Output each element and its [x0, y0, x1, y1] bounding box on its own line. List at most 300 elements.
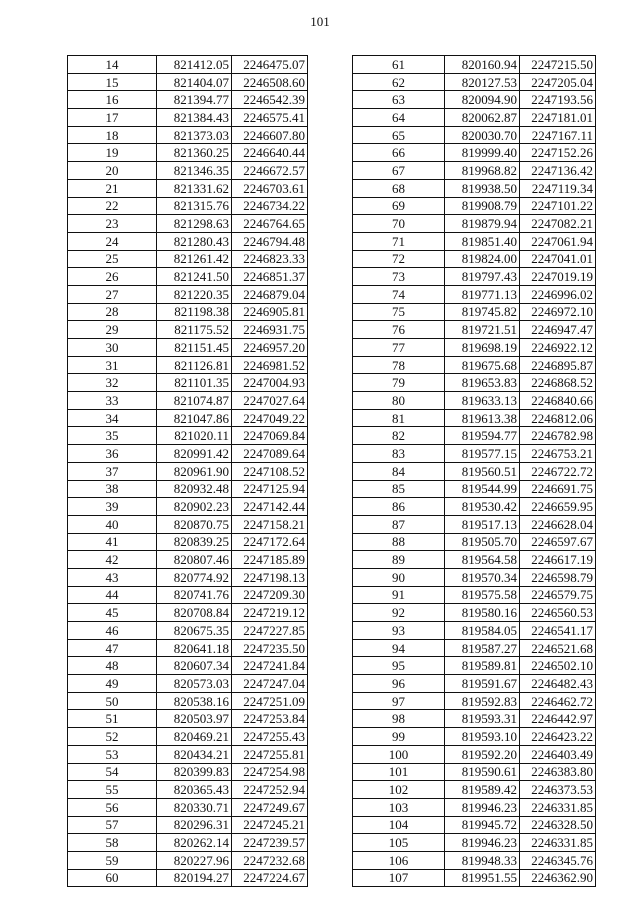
- table-row: [68, 692, 308, 710]
- table-row: [353, 197, 596, 215]
- point-number-cell: 48: [68, 657, 157, 675]
- x-coordinate-cell: 819575.58: [445, 586, 520, 604]
- point-number-cell: 32: [68, 374, 157, 392]
- point-number-cell: 106: [353, 851, 445, 869]
- table-row: [353, 144, 596, 162]
- y-coordinate-cell: 2247108.52: [232, 462, 308, 480]
- point-number-cell: 82: [353, 427, 445, 445]
- y-coordinate-cell: 2246628.04: [520, 515, 596, 533]
- x-coordinate-cell: 820573.03: [157, 675, 232, 693]
- table-row: [353, 250, 596, 268]
- y-coordinate-cell: 2246508.60: [232, 73, 308, 91]
- table-row: [353, 498, 596, 516]
- table-row: [353, 745, 596, 763]
- point-number-cell: 19: [68, 144, 157, 162]
- y-coordinate-cell: 2246734.22: [232, 197, 308, 215]
- point-number-cell: 93: [353, 622, 445, 640]
- table-row: [353, 215, 596, 233]
- x-coordinate-cell: 819745.82: [445, 303, 520, 321]
- x-coordinate-cell: 819589.81: [445, 657, 520, 675]
- point-number-cell: 39: [68, 498, 157, 516]
- point-number-cell: 31: [68, 356, 157, 374]
- table-row: [68, 816, 308, 834]
- point-number-cell: 67: [353, 162, 445, 180]
- y-coordinate-cell: 2246753.21: [520, 445, 596, 463]
- point-number-cell: 57: [68, 816, 157, 834]
- y-coordinate-cell: 2247227.85: [232, 622, 308, 640]
- y-coordinate-cell: 2247089.64: [232, 445, 308, 463]
- y-coordinate-cell: 2246597.67: [520, 533, 596, 551]
- x-coordinate-cell: 820839.25: [157, 533, 232, 551]
- table-row: [353, 374, 596, 392]
- x-coordinate-cell: 821241.50: [157, 268, 232, 286]
- table-row: [68, 798, 308, 816]
- x-coordinate-cell: 820991.42: [157, 445, 232, 463]
- point-number-cell: 35: [68, 427, 157, 445]
- x-coordinate-cell: 819580.16: [445, 604, 520, 622]
- table-row: [353, 781, 596, 799]
- table-row: [68, 109, 308, 127]
- y-coordinate-cell: 2246691.75: [520, 480, 596, 498]
- x-coordinate-cell: 821047.86: [157, 409, 232, 427]
- table-row: [68, 374, 308, 392]
- table-row: [68, 409, 308, 427]
- x-coordinate-cell: 821404.07: [157, 73, 232, 91]
- point-number-cell: 20: [68, 162, 157, 180]
- point-number-cell: 41: [68, 533, 157, 551]
- table-row: [353, 285, 596, 303]
- y-coordinate-cell: 2246957.20: [232, 339, 308, 357]
- point-number-cell: 84: [353, 462, 445, 480]
- y-coordinate-cell: 2246383.80: [520, 763, 596, 781]
- x-coordinate-cell: 819577.15: [445, 445, 520, 463]
- point-number-cell: 89: [353, 551, 445, 569]
- point-number-cell: 51: [68, 710, 157, 728]
- point-number-cell: 45: [68, 604, 157, 622]
- x-coordinate-cell: 819613.38: [445, 409, 520, 427]
- x-coordinate-cell: 820227.96: [157, 851, 232, 869]
- y-coordinate-cell: 2246475.07: [232, 56, 308, 74]
- point-number-cell: 73: [353, 268, 445, 286]
- y-coordinate-cell: 2246541.17: [520, 622, 596, 640]
- y-coordinate-cell: 2247152.26: [520, 144, 596, 162]
- y-coordinate-cell: 2247027.64: [232, 392, 308, 410]
- x-coordinate-cell: 820094.90: [445, 91, 520, 109]
- table-row: [68, 675, 308, 693]
- y-coordinate-cell: 2247235.50: [232, 639, 308, 657]
- point-number-cell: 77: [353, 339, 445, 357]
- table-row: [353, 392, 596, 410]
- table-row: [68, 657, 308, 675]
- point-number-cell: 83: [353, 445, 445, 463]
- point-number-cell: 29: [68, 321, 157, 339]
- y-coordinate-cell: 2247219.12: [232, 604, 308, 622]
- y-coordinate-cell: 2246521.68: [520, 639, 596, 657]
- point-number-cell: 62: [353, 73, 445, 91]
- x-coordinate-cell: 821261.42: [157, 250, 232, 268]
- table-row: [353, 851, 596, 869]
- x-coordinate-cell: 820675.35: [157, 622, 232, 640]
- x-coordinate-cell: 819945.72: [445, 816, 520, 834]
- point-number-cell: 71: [353, 232, 445, 250]
- table-row: [353, 73, 596, 91]
- y-coordinate-cell: 2246403.49: [520, 745, 596, 763]
- y-coordinate-cell: 2246598.79: [520, 568, 596, 586]
- y-coordinate-cell: 2246502.10: [520, 657, 596, 675]
- x-coordinate-cell: 819851.40: [445, 232, 520, 250]
- point-number-cell: 47: [68, 639, 157, 657]
- x-coordinate-cell: 819879.94: [445, 215, 520, 233]
- table-row: [353, 551, 596, 569]
- x-coordinate-cell: 819590.61: [445, 763, 520, 781]
- point-number-cell: 34: [68, 409, 157, 427]
- x-coordinate-cell: 821346.35: [157, 162, 232, 180]
- x-coordinate-cell: 821315.76: [157, 197, 232, 215]
- table-row: [68, 498, 308, 516]
- table-row: [68, 533, 308, 551]
- table-row: [353, 91, 596, 109]
- point-number-cell: 30: [68, 339, 157, 357]
- x-coordinate-cell: 819505.70: [445, 533, 520, 551]
- x-coordinate-cell: 819951.55: [445, 869, 520, 887]
- table-row: [68, 462, 308, 480]
- x-coordinate-cell: 819824.00: [445, 250, 520, 268]
- x-coordinate-cell: 820330.71: [157, 798, 232, 816]
- point-number-cell: 61: [353, 56, 445, 74]
- point-number-cell: 102: [353, 781, 445, 799]
- y-coordinate-cell: 2247004.93: [232, 374, 308, 392]
- y-coordinate-cell: 2247185.89: [232, 551, 308, 569]
- point-number-cell: 101: [353, 763, 445, 781]
- y-coordinate-cell: 2246640.44: [232, 144, 308, 162]
- point-number-cell: 65: [353, 126, 445, 144]
- x-coordinate-cell: 819593.10: [445, 728, 520, 746]
- table-row: [68, 763, 308, 781]
- y-coordinate-cell: 2246331.85: [520, 834, 596, 852]
- y-coordinate-cell: 2246482.43: [520, 675, 596, 693]
- x-coordinate-cell: 819530.42: [445, 498, 520, 516]
- table-row: [353, 568, 596, 586]
- x-coordinate-cell: 820365.43: [157, 781, 232, 799]
- x-coordinate-cell: 819633.13: [445, 392, 520, 410]
- table-row: [353, 445, 596, 463]
- table-row: [353, 604, 596, 622]
- table-row: [353, 657, 596, 675]
- point-number-cell: 55: [68, 781, 157, 799]
- y-coordinate-cell: 2247119.34: [520, 179, 596, 197]
- point-number-cell: 98: [353, 710, 445, 728]
- table-row: [68, 215, 308, 233]
- x-coordinate-cell: 821360.25: [157, 144, 232, 162]
- y-coordinate-cell: 2246442.97: [520, 710, 596, 728]
- point-number-cell: 100: [353, 745, 445, 763]
- x-coordinate-cell: 821074.87: [157, 392, 232, 410]
- point-number-cell: 50: [68, 692, 157, 710]
- point-number-cell: 14: [68, 56, 157, 74]
- x-coordinate-cell: 819564.58: [445, 551, 520, 569]
- y-coordinate-cell: 2246851.37: [232, 268, 308, 286]
- point-number-cell: 105: [353, 834, 445, 852]
- point-number-cell: 104: [353, 816, 445, 834]
- y-coordinate-cell: 2246931.75: [232, 321, 308, 339]
- x-coordinate-cell: 819948.33: [445, 851, 520, 869]
- y-coordinate-cell: 2247251.09: [232, 692, 308, 710]
- y-coordinate-cell: 2246659.95: [520, 498, 596, 516]
- table-row: [68, 445, 308, 463]
- y-coordinate-cell: 2246794.48: [232, 232, 308, 250]
- x-coordinate-cell: 819771.13: [445, 285, 520, 303]
- y-coordinate-cell: 2247136.42: [520, 162, 596, 180]
- x-coordinate-cell: 821373.03: [157, 126, 232, 144]
- y-coordinate-cell: 2247253.84: [232, 710, 308, 728]
- table-row: [68, 197, 308, 215]
- x-coordinate-cell: 820932.48: [157, 480, 232, 498]
- y-coordinate-cell: 2246764.65: [232, 215, 308, 233]
- x-coordinate-cell: 819946.23: [445, 834, 520, 852]
- x-coordinate-cell: 819560.51: [445, 462, 520, 480]
- y-coordinate-cell: 2247061.94: [520, 232, 596, 250]
- x-coordinate-cell: 820741.76: [157, 586, 232, 604]
- x-coordinate-cell: 819968.82: [445, 162, 520, 180]
- y-coordinate-cell: 2246560.53: [520, 604, 596, 622]
- point-number-cell: 24: [68, 232, 157, 250]
- x-coordinate-cell: 821331.62: [157, 179, 232, 197]
- x-coordinate-cell: 820503.97: [157, 710, 232, 728]
- x-coordinate-cell: 820160.94: [445, 56, 520, 74]
- x-coordinate-cell: 821384.43: [157, 109, 232, 127]
- point-number-cell: 95: [353, 657, 445, 675]
- table-row: [353, 586, 596, 604]
- coordinates-table-right: [352, 55, 596, 887]
- x-coordinate-cell: 819587.27: [445, 639, 520, 657]
- page-number: 101: [310, 14, 330, 29]
- table-row: [68, 73, 308, 91]
- point-number-cell: 33: [68, 392, 157, 410]
- table-row: [68, 56, 308, 74]
- table-row: [353, 533, 596, 551]
- x-coordinate-cell: 821280.43: [157, 232, 232, 250]
- x-coordinate-cell: 820262.14: [157, 834, 232, 852]
- point-number-cell: 81: [353, 409, 445, 427]
- table-row: [68, 728, 308, 746]
- x-coordinate-cell: 820194.27: [157, 869, 232, 887]
- table-row: [353, 409, 596, 427]
- table-row: [353, 162, 596, 180]
- point-number-cell: 96: [353, 675, 445, 693]
- point-number-cell: 49: [68, 675, 157, 693]
- y-coordinate-cell: 2246672.57: [232, 162, 308, 180]
- table-row: [353, 268, 596, 286]
- y-coordinate-cell: 2246607.80: [232, 126, 308, 144]
- point-number-cell: 76: [353, 321, 445, 339]
- point-number-cell: 54: [68, 763, 157, 781]
- table-row: [353, 462, 596, 480]
- table-row: [68, 126, 308, 144]
- y-coordinate-cell: 2247254.98: [232, 763, 308, 781]
- x-coordinate-cell: 819698.19: [445, 339, 520, 357]
- x-coordinate-cell: 821151.45: [157, 339, 232, 357]
- table-row: [68, 250, 308, 268]
- y-coordinate-cell: 2246782.98: [520, 427, 596, 445]
- point-number-cell: 85: [353, 480, 445, 498]
- table-row: [353, 109, 596, 127]
- point-number-cell: 21: [68, 179, 157, 197]
- table-row: [353, 356, 596, 374]
- y-coordinate-cell: 2246895.87: [520, 356, 596, 374]
- x-coordinate-cell: 820708.84: [157, 604, 232, 622]
- x-coordinate-cell: 820807.46: [157, 551, 232, 569]
- y-coordinate-cell: 2247245.21: [232, 816, 308, 834]
- y-coordinate-cell: 2247249.67: [232, 798, 308, 816]
- x-coordinate-cell: 820641.18: [157, 639, 232, 657]
- table-row: [68, 781, 308, 799]
- y-coordinate-cell: 2247082.21: [520, 215, 596, 233]
- point-number-cell: 87: [353, 515, 445, 533]
- table-row: [353, 728, 596, 746]
- point-number-cell: 25: [68, 250, 157, 268]
- table-row: [68, 851, 308, 869]
- x-coordinate-cell: 821126.81: [157, 356, 232, 374]
- table-row: [353, 710, 596, 728]
- table-row: [68, 586, 308, 604]
- y-coordinate-cell: 2246328.50: [520, 816, 596, 834]
- x-coordinate-cell: 821020.11: [157, 427, 232, 445]
- table-row: [353, 339, 596, 357]
- table-row: [68, 285, 308, 303]
- table-row: [353, 816, 596, 834]
- table-row: [68, 427, 308, 445]
- table-row: [68, 745, 308, 763]
- point-number-cell: 36: [68, 445, 157, 463]
- x-coordinate-cell: 819592.83: [445, 692, 520, 710]
- table-body-right: [353, 56, 596, 887]
- y-coordinate-cell: 2247158.21: [232, 515, 308, 533]
- table-row: [353, 834, 596, 852]
- y-coordinate-cell: 2246879.04: [232, 285, 308, 303]
- point-number-cell: 17: [68, 109, 157, 127]
- x-coordinate-cell: 819938.50: [445, 179, 520, 197]
- y-coordinate-cell: 2247069.84: [232, 427, 308, 445]
- y-coordinate-cell: 2247049.22: [232, 409, 308, 427]
- y-coordinate-cell: 2246905.81: [232, 303, 308, 321]
- y-coordinate-cell: 2246617.19: [520, 551, 596, 569]
- table-row: [68, 144, 308, 162]
- point-number-cell: 63: [353, 91, 445, 109]
- point-number-cell: 59: [68, 851, 157, 869]
- x-coordinate-cell: 819999.40: [445, 144, 520, 162]
- table-row: [353, 515, 596, 533]
- x-coordinate-cell: 819594.77: [445, 427, 520, 445]
- x-coordinate-cell: 821220.35: [157, 285, 232, 303]
- y-coordinate-cell: 2246362.90: [520, 869, 596, 887]
- point-number-cell: 26: [68, 268, 157, 286]
- y-coordinate-cell: 2247252.94: [232, 781, 308, 799]
- y-coordinate-cell: 2247255.43: [232, 728, 308, 746]
- table-row: [68, 179, 308, 197]
- y-coordinate-cell: 2247142.44: [232, 498, 308, 516]
- point-number-cell: 23: [68, 215, 157, 233]
- y-coordinate-cell: 2247198.13: [232, 568, 308, 586]
- table-row: [353, 622, 596, 640]
- point-number-cell: 28: [68, 303, 157, 321]
- x-coordinate-cell: 819591.67: [445, 675, 520, 693]
- point-number-cell: 15: [68, 73, 157, 91]
- table-row: [353, 303, 596, 321]
- point-number-cell: 53: [68, 745, 157, 763]
- x-coordinate-cell: 819675.68: [445, 356, 520, 374]
- x-coordinate-cell: 819593.31: [445, 710, 520, 728]
- x-coordinate-cell: 820538.16: [157, 692, 232, 710]
- x-coordinate-cell: 819589.42: [445, 781, 520, 799]
- y-coordinate-cell: 2247241.84: [232, 657, 308, 675]
- y-coordinate-cell: 2246996.02: [520, 285, 596, 303]
- x-coordinate-cell: 819653.83: [445, 374, 520, 392]
- point-number-cell: 18: [68, 126, 157, 144]
- table-row: [353, 798, 596, 816]
- table-row: [353, 675, 596, 693]
- table-row: [353, 639, 596, 657]
- y-coordinate-cell: 2246542.39: [232, 91, 308, 109]
- x-coordinate-cell: 820469.21: [157, 728, 232, 746]
- point-number-cell: 60: [68, 869, 157, 887]
- point-number-cell: 90: [353, 568, 445, 586]
- point-number-cell: 42: [68, 551, 157, 569]
- table-row: [68, 551, 308, 569]
- x-coordinate-cell: 821394.77: [157, 91, 232, 109]
- table-row: [68, 568, 308, 586]
- point-number-cell: 58: [68, 834, 157, 852]
- y-coordinate-cell: 2246947.47: [520, 321, 596, 339]
- y-coordinate-cell: 2246345.76: [520, 851, 596, 869]
- point-number-cell: 86: [353, 498, 445, 516]
- x-coordinate-cell: 820774.92: [157, 568, 232, 586]
- table-row: [68, 480, 308, 498]
- y-coordinate-cell: 2247041.01: [520, 250, 596, 268]
- point-number-cell: 66: [353, 144, 445, 162]
- x-coordinate-cell: 819946.23: [445, 798, 520, 816]
- y-coordinate-cell: 2246703.61: [232, 179, 308, 197]
- x-coordinate-cell: 820902.23: [157, 498, 232, 516]
- x-coordinate-cell: 820127.53: [445, 73, 520, 91]
- table-row: [353, 692, 596, 710]
- x-coordinate-cell: 819584.05: [445, 622, 520, 640]
- y-coordinate-cell: 2247172.64: [232, 533, 308, 551]
- table-row: [353, 179, 596, 197]
- y-coordinate-cell: 2247167.11: [520, 126, 596, 144]
- y-coordinate-cell: 2247019.19: [520, 268, 596, 286]
- point-number-cell: 91: [353, 586, 445, 604]
- x-coordinate-cell: 819908.79: [445, 197, 520, 215]
- table-row: [68, 639, 308, 657]
- y-coordinate-cell: 2246373.53: [520, 781, 596, 799]
- y-coordinate-cell: 2247125.94: [232, 480, 308, 498]
- y-coordinate-cell: 2246423.22: [520, 728, 596, 746]
- coordinates-table-left: [67, 55, 308, 887]
- point-number-cell: 99: [353, 728, 445, 746]
- point-number-cell: 16: [68, 91, 157, 109]
- y-coordinate-cell: 2246812.06: [520, 409, 596, 427]
- y-coordinate-cell: 2246579.75: [520, 586, 596, 604]
- x-coordinate-cell: 821298.63: [157, 215, 232, 233]
- point-number-cell: 56: [68, 798, 157, 816]
- y-coordinate-cell: 2247247.04: [232, 675, 308, 693]
- y-coordinate-cell: 2246981.52: [232, 356, 308, 374]
- table-row: [68, 604, 308, 622]
- point-number-cell: 75: [353, 303, 445, 321]
- point-number-cell: 79: [353, 374, 445, 392]
- x-coordinate-cell: 821412.05: [157, 56, 232, 74]
- table-row: [353, 869, 596, 887]
